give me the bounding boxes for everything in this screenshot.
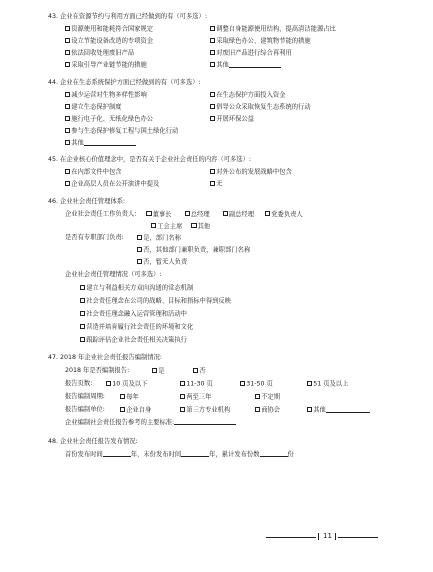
- pages-option-2[interactable]: [180, 381, 213, 388]
- checkbox[interactable]: [210, 50, 215, 55]
- compiled-label: 2018 年是否编制报告:: [65, 367, 130, 374]
- option-label: 是: [158, 367, 165, 375]
- copies-unit: 份: [287, 451, 294, 458]
- pages-label: 报告页数:: [65, 380, 93, 387]
- option-label: 10 页及以下: [112, 380, 148, 388]
- q44-option-4[interactable]: [210, 104, 311, 111]
- question-43: [48, 14, 420, 20]
- question-44-title: 44. 企业在生态系统保护方面已经做到的有（可多选）:: [48, 79, 201, 86]
- fill-blank[interactable]: [229, 67, 281, 68]
- q43-option-7[interactable]: [65, 62, 147, 69]
- checkbox[interactable]: [65, 181, 70, 186]
- option-label: 营造并培育履行社会责任的环境和文化: [86, 323, 194, 331]
- checkbox[interactable]: [210, 181, 215, 186]
- mgmt-option-5[interactable]: [80, 337, 187, 344]
- checkbox[interactable]: [255, 407, 260, 412]
- unit-option-4[interactable]: [307, 407, 370, 414]
- q47-period-label: [65, 394, 105, 400]
- option-label: 每年: [126, 393, 139, 401]
- checkbox[interactable]: [65, 169, 70, 174]
- q43-option-1[interactable]: [65, 26, 153, 33]
- checkbox[interactable]: [120, 407, 125, 412]
- ref-label: 企业编制社会责任报告参考的主要标准:: [65, 419, 175, 426]
- option-label: 依法回收处理废旧产品: [71, 49, 135, 57]
- option-label: 施行电子化、无纸化绿色办公: [71, 115, 154, 123]
- checkbox[interactable]: [65, 116, 70, 121]
- checkbox[interactable]: [152, 368, 157, 373]
- option-label: 党委负责人: [271, 210, 303, 218]
- first-year-blank[interactable]: [103, 456, 131, 457]
- checkbox[interactable]: [151, 223, 156, 228]
- checkbox[interactable]: [106, 381, 111, 386]
- q46-mgmt-label: [65, 272, 162, 278]
- checkbox[interactable]: [65, 104, 70, 109]
- period-option-1[interactable]: [120, 394, 139, 401]
- period-option-3[interactable]: [255, 394, 280, 401]
- option-label: 资源使用和能耗符合国家规定: [71, 25, 154, 33]
- checkbox[interactable]: [137, 259, 142, 264]
- option-label: 采取引导产业链节能的措施: [71, 61, 147, 69]
- leader-option-5[interactable]: [151, 223, 182, 230]
- leader-option-2[interactable]: [185, 211, 210, 218]
- leader-option-6[interactable]: [191, 223, 210, 230]
- option-label: 建立与利益相关方双向沟通的常态机制: [86, 284, 194, 292]
- q44-option-1[interactable]: [65, 92, 147, 99]
- option-label: 工会主席: [157, 222, 183, 230]
- q45-option-2[interactable]: [210, 169, 292, 176]
- count-label: 年，累计发布份数: [209, 451, 260, 458]
- q45-option-1[interactable]: [65, 169, 122, 176]
- option-label: 采取绿色办公、建筑物节能的措施: [216, 37, 311, 45]
- checkbox[interactable]: [137, 247, 142, 252]
- checkbox[interactable]: [65, 92, 70, 97]
- q44-option-2[interactable]: [210, 92, 285, 99]
- checkbox[interactable]: [65, 50, 70, 55]
- compiled-option-yes[interactable]: [152, 368, 164, 375]
- checkbox[interactable]: [65, 140, 70, 145]
- option-label: 对外公布的发展战略中包含: [216, 168, 292, 176]
- checkbox[interactable]: [210, 26, 215, 31]
- q44-option-7[interactable]: [65, 128, 178, 135]
- pages-option-3[interactable]: [240, 381, 273, 388]
- mgmt-option-1[interactable]: [80, 285, 193, 292]
- question-48-title: 48. 企业社会责任报告发布情况:: [48, 438, 138, 445]
- option-label: 建立生态保护制度: [71, 103, 122, 111]
- checkbox[interactable]: [120, 394, 125, 399]
- option-label: 31-50 页: [246, 380, 273, 388]
- option-label: 跟踪评估企业社会责任相关决策执行: [86, 336, 187, 344]
- count-blank[interactable]: [260, 456, 288, 457]
- option-label: 社会责任理念在公司的战略、目标和指标中得到反映: [86, 297, 232, 305]
- mgmt-option-2[interactable]: [80, 298, 231, 305]
- checkbox[interactable]: [180, 394, 185, 399]
- q44-option-3[interactable]: [65, 104, 122, 111]
- q46-leader-row: [65, 211, 303, 218]
- leader-label: 企业社会责任工作负责人:: [65, 210, 137, 218]
- last-release-label: 年，末份发布时间: [130, 451, 182, 458]
- footer-rule-right: [338, 537, 378, 538]
- option-label: 否，暂无人负责: [143, 258, 188, 266]
- checkbox[interactable]: [180, 407, 185, 412]
- q43-option-2[interactable]: [210, 26, 336, 33]
- checkbox[interactable]: [80, 337, 85, 342]
- option-label: 第三方专业机构: [186, 406, 231, 414]
- option-label: 其他: [197, 222, 211, 230]
- option-label: 否: [199, 367, 206, 375]
- checkbox[interactable]: [65, 26, 70, 31]
- dept-label: 是否有专职部门负责:: [65, 234, 124, 241]
- pages-option-4[interactable]: [307, 381, 348, 388]
- option-label: 倡导公众采取恢复生态系统的行动: [216, 103, 311, 111]
- q47-unit-label: [65, 407, 105, 413]
- q48-release-row: [65, 452, 294, 458]
- footer-rule-left: [266, 537, 316, 538]
- checkbox[interactable]: [185, 211, 190, 216]
- option-label: 社会责任理念融入运营管理和活动中: [86, 310, 187, 318]
- option-label: 调整自身能源使用结构，提高清洁能源占比: [216, 25, 336, 33]
- period-label: 报告编制周期:: [65, 393, 105, 400]
- option-label: 其他: [216, 61, 229, 69]
- checkbox[interactable]: [80, 311, 85, 316]
- leader-option-4[interactable]: [265, 211, 303, 218]
- question-44: [48, 80, 420, 86]
- checkbox[interactable]: [146, 211, 151, 216]
- q43-option-8[interactable]: [210, 62, 281, 69]
- q44-option-8[interactable]: [65, 140, 136, 147]
- q47-pages-label: [65, 381, 92, 387]
- option-label: 设立节能设备改造的专项资金: [71, 37, 154, 45]
- last-year-blank[interactable]: [181, 456, 209, 457]
- option-label: 对废旧产品进行综合再利用: [216, 49, 292, 57]
- q44-option-5[interactable]: [65, 116, 153, 123]
- unit-option-1[interactable]: [120, 407, 151, 414]
- option-label: 无: [216, 180, 223, 188]
- option-label: 其他: [313, 406, 326, 414]
- option-label: 不定期: [261, 393, 281, 401]
- q43-option-4[interactable]: [210, 38, 311, 45]
- q47-ref-row: [65, 420, 236, 426]
- question-47-title: 47. 2018 年企业社会责任报告编制情况:: [48, 354, 163, 361]
- first-release-label: 首份发布时间: [65, 451, 103, 458]
- pages-option-1[interactable]: [106, 381, 147, 388]
- question-48: [48, 439, 420, 445]
- checkbox[interactable]: [210, 62, 215, 67]
- option-label: 是，部门名称: [143, 234, 181, 242]
- option-label: 否，其他部门兼职负责，兼职部门名称: [143, 246, 251, 254]
- period-option-2[interactable]: [180, 394, 211, 401]
- checkbox[interactable]: [265, 211, 270, 216]
- q45-option-3[interactable]: [65, 181, 159, 188]
- q47-compiled-row: [65, 368, 129, 374]
- question-47: [48, 355, 420, 361]
- compiled-option-no[interactable]: [193, 368, 205, 375]
- q46-leader-row-2: [151, 223, 210, 230]
- option-label: 董事长: [152, 210, 172, 218]
- option-label: 副总经理: [228, 210, 255, 218]
- q45-option-4[interactable]: [210, 181, 222, 188]
- q43-option-3[interactable]: [65, 38, 153, 45]
- q44-option-6[interactable]: [210, 116, 254, 123]
- option-label: 参与生态保护修复工程与国土绿化行动: [71, 127, 179, 135]
- checkbox[interactable]: [193, 368, 198, 373]
- checkbox[interactable]: [210, 116, 215, 121]
- q43-option-6[interactable]: [210, 50, 292, 57]
- checkbox[interactable]: [240, 381, 245, 386]
- checkbox[interactable]: [307, 381, 312, 386]
- question-43-title: 43. 企业在资源节约与利用方面已经做到的有（可多选）:: [48, 13, 207, 20]
- option-label: 企业自身: [126, 406, 152, 414]
- checkbox[interactable]: [137, 235, 142, 240]
- q46-dept-row: [65, 235, 124, 241]
- option-label: 减少运营对生物多样性影响: [71, 91, 147, 99]
- checkbox[interactable]: [210, 38, 215, 43]
- checkbox[interactable]: [307, 407, 312, 412]
- question-46-title: 46. 企业社会责任管理体系:: [48, 198, 126, 205]
- leader-option-3[interactable]: [223, 211, 254, 218]
- checkbox[interactable]: [65, 38, 70, 43]
- option-label: 开展环保公益: [216, 115, 254, 123]
- checkbox[interactable]: [65, 62, 70, 67]
- mgmt-label: 企业社会责任管理情况（可多选）:: [65, 271, 162, 278]
- mgmt-option-3[interactable]: [80, 311, 187, 318]
- option-label: 企业高层人员在公开演讲中提及: [71, 180, 160, 188]
- checkbox[interactable]: [80, 285, 85, 290]
- option-label: 11-30 页: [186, 380, 213, 388]
- checkbox[interactable]: [80, 324, 85, 329]
- option-label: 商协会: [261, 406, 281, 414]
- option-label: 51 页及以上: [313, 380, 349, 388]
- checkbox[interactable]: [255, 394, 260, 399]
- footer-separator-left: [318, 533, 319, 540]
- dept-option-2[interactable]: [137, 247, 250, 254]
- dept-option-1[interactable]: [137, 235, 181, 242]
- fill-blank[interactable]: [326, 412, 370, 413]
- fill-blank[interactable]: [84, 145, 136, 146]
- checkbox[interactable]: [191, 223, 196, 228]
- leader-option-1[interactable]: [146, 211, 171, 218]
- page-number: 11: [323, 532, 332, 540]
- checkbox[interactable]: [210, 169, 215, 174]
- question-45-title: 45. 在企业核心价值理念中，是否有关于企业社会责任的内容（可多选）:: [48, 156, 252, 163]
- q43-option-5[interactable]: [65, 50, 134, 57]
- question-45: [48, 157, 420, 163]
- checkbox[interactable]: [80, 298, 85, 303]
- option-label: 总经理: [190, 210, 210, 218]
- option-label: 其他: [71, 139, 84, 147]
- checkbox[interactable]: [180, 381, 185, 386]
- footer-separator-right: [335, 533, 336, 540]
- option-label: 在内部文件中包含: [71, 168, 122, 176]
- option-label: 两至三年: [186, 393, 212, 401]
- checkbox[interactable]: [210, 92, 215, 97]
- checkbox[interactable]: [65, 128, 70, 133]
- unit-option-2[interactable]: [180, 407, 230, 414]
- mgmt-option-4[interactable]: [80, 324, 193, 331]
- unit-option-3[interactable]: [255, 407, 280, 414]
- question-46: [48, 199, 420, 205]
- checkbox[interactable]: [210, 104, 215, 109]
- unit-label: 报告编制单位:: [65, 406, 105, 413]
- ref-blank[interactable]: [174, 424, 236, 425]
- option-label: 在生态保护方面投入资金: [216, 91, 286, 99]
- dept-option-3[interactable]: [137, 259, 187, 266]
- checkbox[interactable]: [223, 211, 228, 216]
